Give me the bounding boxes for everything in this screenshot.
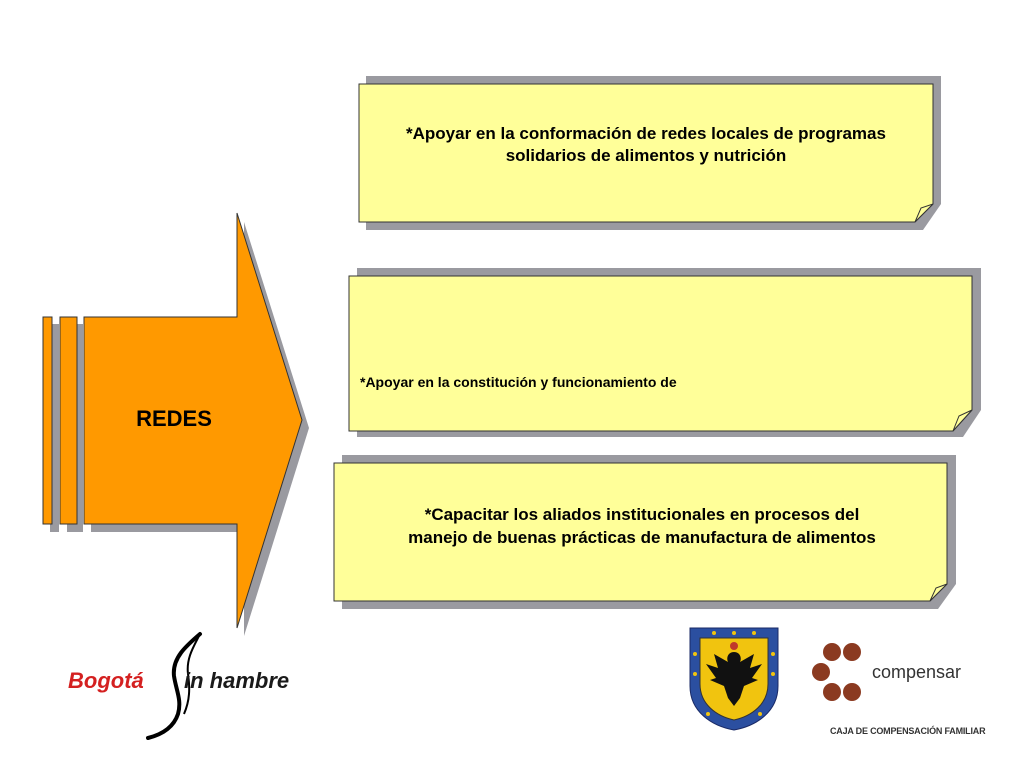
note-3-line-1: *Capacitar los aliados institucionales en procesos del [424, 505, 860, 524]
compensar-dots-icon [810, 642, 874, 704]
compensar-name: compensar [872, 662, 962, 682]
redes-label: REDES [136, 406, 212, 431]
sin-hambre-word: in hambre [184, 668, 290, 693]
note-2-line-1: *Apoyar en la constitución y funcionamiento de [360, 374, 677, 390]
note-1-line-2: solidarios de alimentos y nutrición [505, 146, 787, 165]
coat-of-arms-icon [684, 624, 784, 732]
redes-arrow-graphic [0, 0, 330, 650]
arrow-bar-1 [43, 317, 52, 524]
note-3-text [336, 503, 948, 549]
bogota-sin-hambre-logo [60, 630, 310, 740]
bogota-word: Bogotá [68, 668, 144, 693]
arrow-bar-2 [60, 317, 77, 524]
compensar-tagline: CAJA DE COMPENSACIÓN FAMILIAR [830, 726, 986, 736]
note-3-line-2: manejo de buenas prácticas de manufactura de alimentos [408, 528, 876, 547]
note-1-text [359, 123, 933, 167]
compensar-logo [806, 634, 986, 742]
note-1-line-1: *Apoyar en la conformación de redes locales de programas [406, 124, 886, 143]
